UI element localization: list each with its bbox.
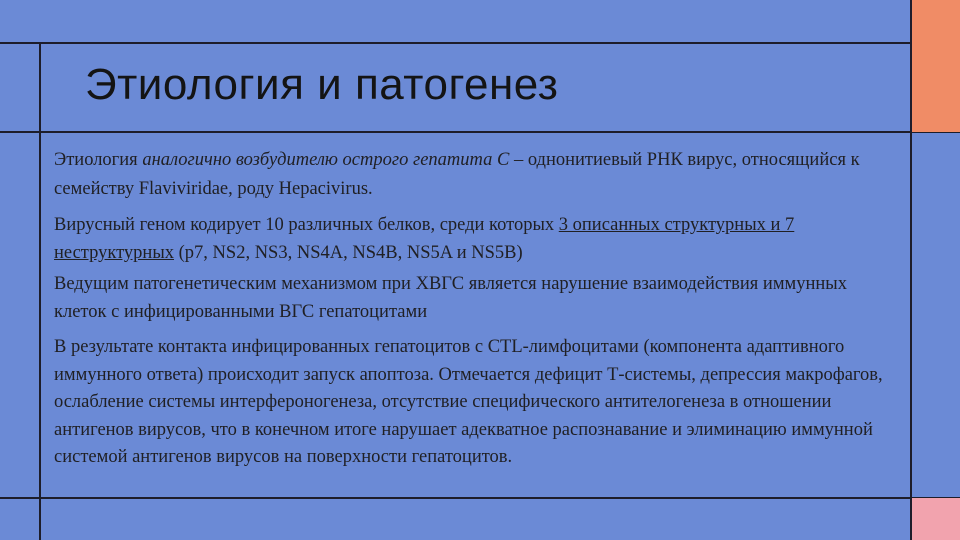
etiology-suffix: – однонитиевый РНК вирус, относящийся к семейству Flaviviridae, роду Hepacivirus.: [54, 150, 860, 199]
left-frame-line: [39, 42, 41, 540]
etiology-italic: аналогично возбудителю острого гепатита С: [142, 150, 510, 170]
etiology-prefix: Этиология: [54, 150, 143, 170]
title-divider-line: [0, 131, 960, 133]
genome-underlined: 3 описанных структурных и 7 неструктурных: [54, 215, 795, 263]
genome-paragraph: [54, 211, 899, 267]
slide-title: Этиология и патогенез: [85, 60, 559, 109]
genome-suffix: (р7, NS2, NS3, NS4A, NS4B, NS5A и NS5B): [174, 243, 523, 263]
accent-block-top: [912, 0, 960, 132]
etiology-paragraph: [54, 146, 899, 204]
top-frame-line: [0, 42, 912, 44]
apoptosis-paragraph: В результате контакта инфицированных гепатоцитов с CTL-лимфоцитами (компонента адаптивного иммунного ответа) происходит запуск апоптоза. Отмечается дефицит Т-системы, депрессия макрофагов, ослабление системы интерфероногенеза, отсутствие специфического антителогенеза в отношении антигенов вирусов, что в конечном итоге нарушает адекватное распознавание и элиминацию иммунной системой антигенов вирусов на поверхности гепатоцитов.: [54, 337, 883, 467]
slide-body: [54, 146, 899, 472]
pathogenesis-paragraph: Ведущим патогенетическим механизмом при ХВГС является нарушение взаимодействия иммунных клеток с инфицированными ВГС гепатоцитами: [54, 274, 847, 322]
accent-block-bottom: [912, 498, 960, 540]
genome-prefix: Вирусный геном кодирует 10 различных белков, среди которых: [54, 215, 559, 235]
bottom-frame-line: [0, 497, 960, 499]
